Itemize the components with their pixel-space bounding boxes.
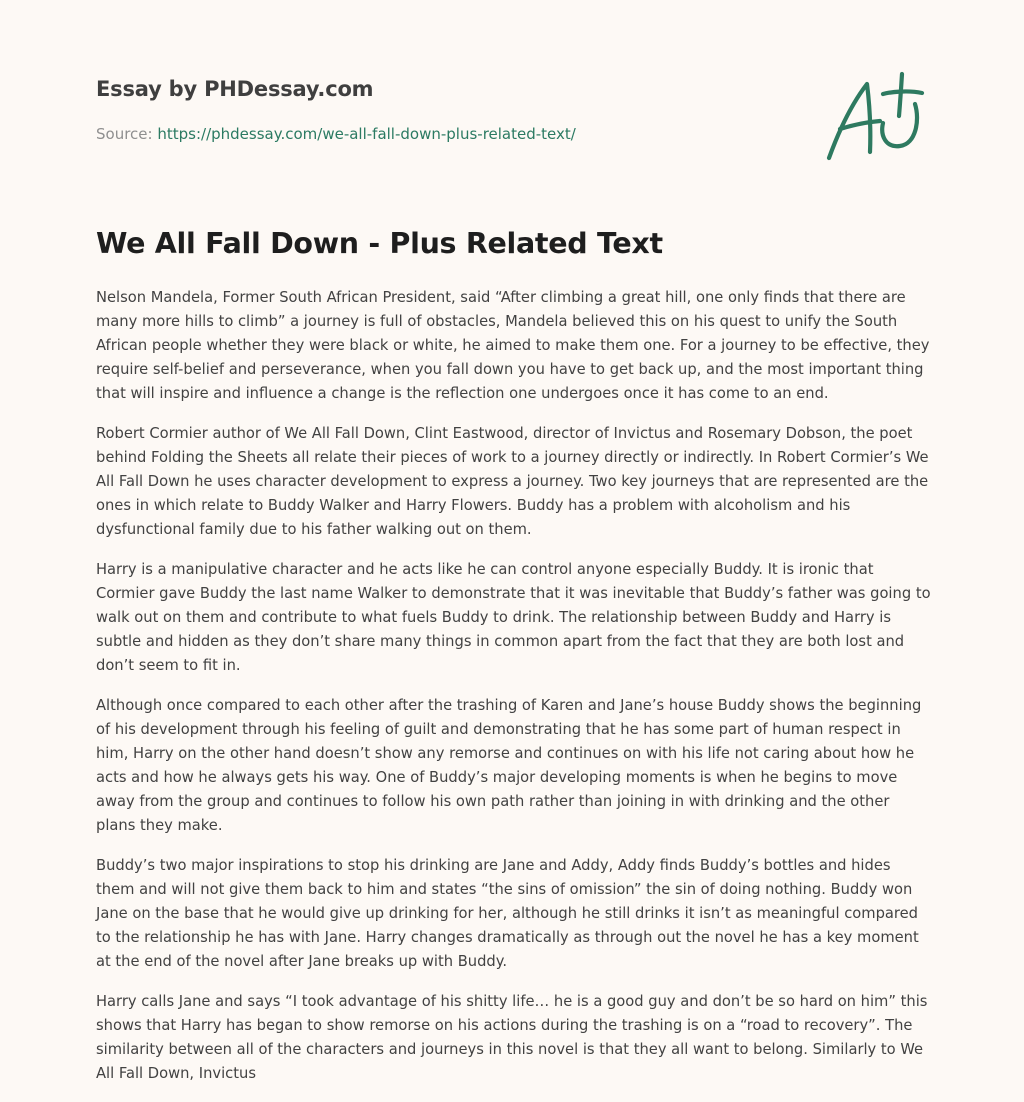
site-title: Essay by PHDessay.com bbox=[96, 77, 374, 101]
essay-body bbox=[96, 286, 932, 1102]
page-header bbox=[96, 74, 796, 144]
paragraph: Although once compared to each other after the trashing of Karen and Jane’s house Buddy shows the beginning of his development through his feeling of guilt and demonstrating that he has some part of human respect in him, Harry on the other hand doesn’t show any remorse and continues on with his life not caring about how he acts and how he always gets his way. One of Buddy’s major developing moments is when he begins to move away from the group and continues to follow his own path rather than joining in with drinking and the other plans they make. bbox=[96, 697, 922, 834]
source-label: Source: bbox=[96, 125, 153, 143]
paragraph: Buddy’s two major inspirations to stop his drinking are Jane and Addy, Addy finds Buddy’s bottles and hides them and will not give them back to him and states “the sins of omission” the sin of doing nothing. Buddy won Jane on the base that he would give up drinking for her, although he still drinks it isn’t as meaningful compared to the relationship he has with Jane. Harry changes dramatically as through out the novel he has a key moment at the end of the novel after Jane breaks up with Buddy. bbox=[96, 857, 919, 970]
paragraph: Harry is a manipulative character and he acts like he can control anyone especially Buddy. It is ironic that Cormier gave Buddy the last name Walker to demonstrate that it was inevitable that Buddy’s father was going to walk out on them and contribute to what fuels Buddy to drink. The relationship between Buddy and Harry is subtle and hidden as they don’t share many things in common apart from the fact that they are both lost and don’t seem to fit in. bbox=[96, 561, 931, 674]
document-title: We All Fall Down - Plus Related Text bbox=[96, 227, 663, 260]
plus-vertical bbox=[899, 74, 902, 116]
source-line bbox=[96, 124, 796, 144]
paragraph: Harry calls Jane and says “I took advantage of his shitty life… he is a good guy and don’t be so hard on him” this shows that Harry has began to show remorse on his actions during the trashing is on a “road to recovery”. The similarity between all of the characters and journeys in this novel is that they all want to belong. Similarly to We All Fall Down, Invictus bbox=[96, 993, 928, 1082]
a-plus-grade-icon bbox=[820, 66, 930, 166]
paragraph: Nelson Mandela, Former South African President, said “After climbing a great hill, one only finds that there are many more hills to climb” a journey is full of obstacles, Mandela believed this on his quest to unify the South African people whether they were black or white, he aimed to make them one. For a journey to be effective, they require self-belief and perseverance, when you fall down you have to get back up, and the most important thing that will inspire and influence a change is the reflection one undergoes once it has come to an end. bbox=[96, 289, 930, 402]
a-plus-logo-svg bbox=[820, 66, 930, 166]
source-link[interactable]: https://phdessay.com/we-all-fall-down-plus-related-text/ bbox=[157, 125, 576, 143]
paragraph: Robert Cormier author of We All Fall Down, Clint Eastwood, director of Invictus and Rosemary Dobson, the poet behind Folding the Sheets all relate their pieces of work to a journey directly or indirectly. In Robert Cormier’s We All Fall Down he uses character development to express a journey. Two key journeys that are represented are the ones in which relate to Buddy Walker and Harry Flowers. Buddy has a problem with alcoholism and his dysfunctional family due to his father walking out on them. bbox=[96, 425, 929, 538]
